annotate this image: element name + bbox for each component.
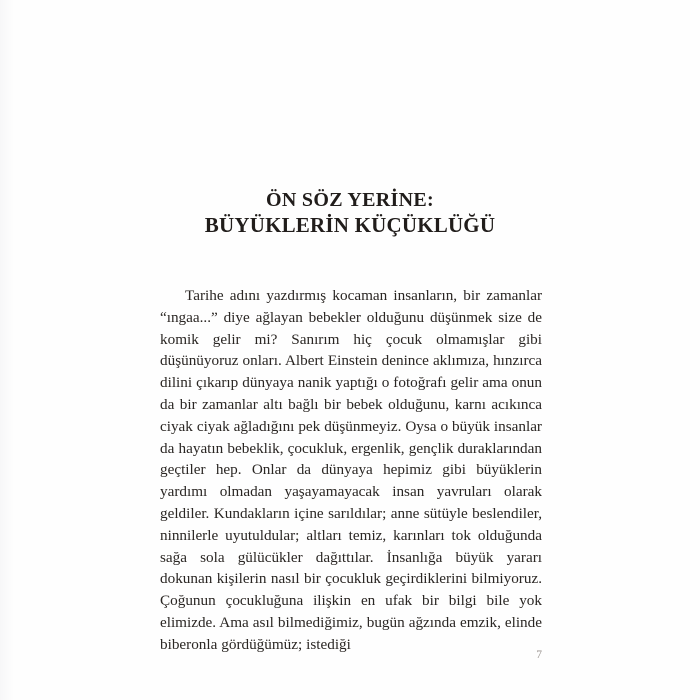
chapter-title-line-2: BÜYÜKLERİN KÜÇÜKLÜĞÜ xyxy=(204,213,496,237)
body-paragraph: Tarihe adını yazdırmış kocaman insanların, bir zamanlar “ıngaa...” diye ağlayan bebekler olduğunu düşünmek size de komik gelir mi? Sanırım hiç çocuk olmamışlar gibi düşünüyoruz onları. Albert Einstein denince aklımıza, hınzırca dilini çıkarıp dünyaya nanik yaptığı o fotoğrafı gelir ama onun da bir zamanlar altı bağlı bir bebek olduğunu, karnı acıkınca ciyak ciyak ağladığını pek düşünmeyiz. Oysa o büyük insanlar da hayatın bebeklik, çocukluk, ergenlik, gençlik duraklarından geçtiler hep. Onlar da dünyaya hepimiz gibi büyüklerin yardımı olmadan yaşayamayacak insan yavruları olarak geldiler. Kundakların içine sarıldılar; anne sütüyle beslendiler, ninnilerle uyutuldular; altları temiz, karınları tok olduğunda sağa sola gülücükler dağıttılar. İnsanlığa büyük yararı dokunan kişilerin nasıl bir çocukluk geçirdiklerini bilmiyoruz. Çoğunun çocukluğuna ilişkin en ufak bir bilgi bile yok elimizde. Ama asıl bilmediğimiz, bugün ağzında emzik, elinde biberonla gördüğümüz; istediği xyxy=(160,287,542,653)
chapter-title-line-1: ÖN SÖZ YERİNE: xyxy=(266,189,434,211)
body-text-block xyxy=(160,285,542,656)
chapter-title xyxy=(0,188,700,238)
page-number: 7 xyxy=(536,649,542,661)
